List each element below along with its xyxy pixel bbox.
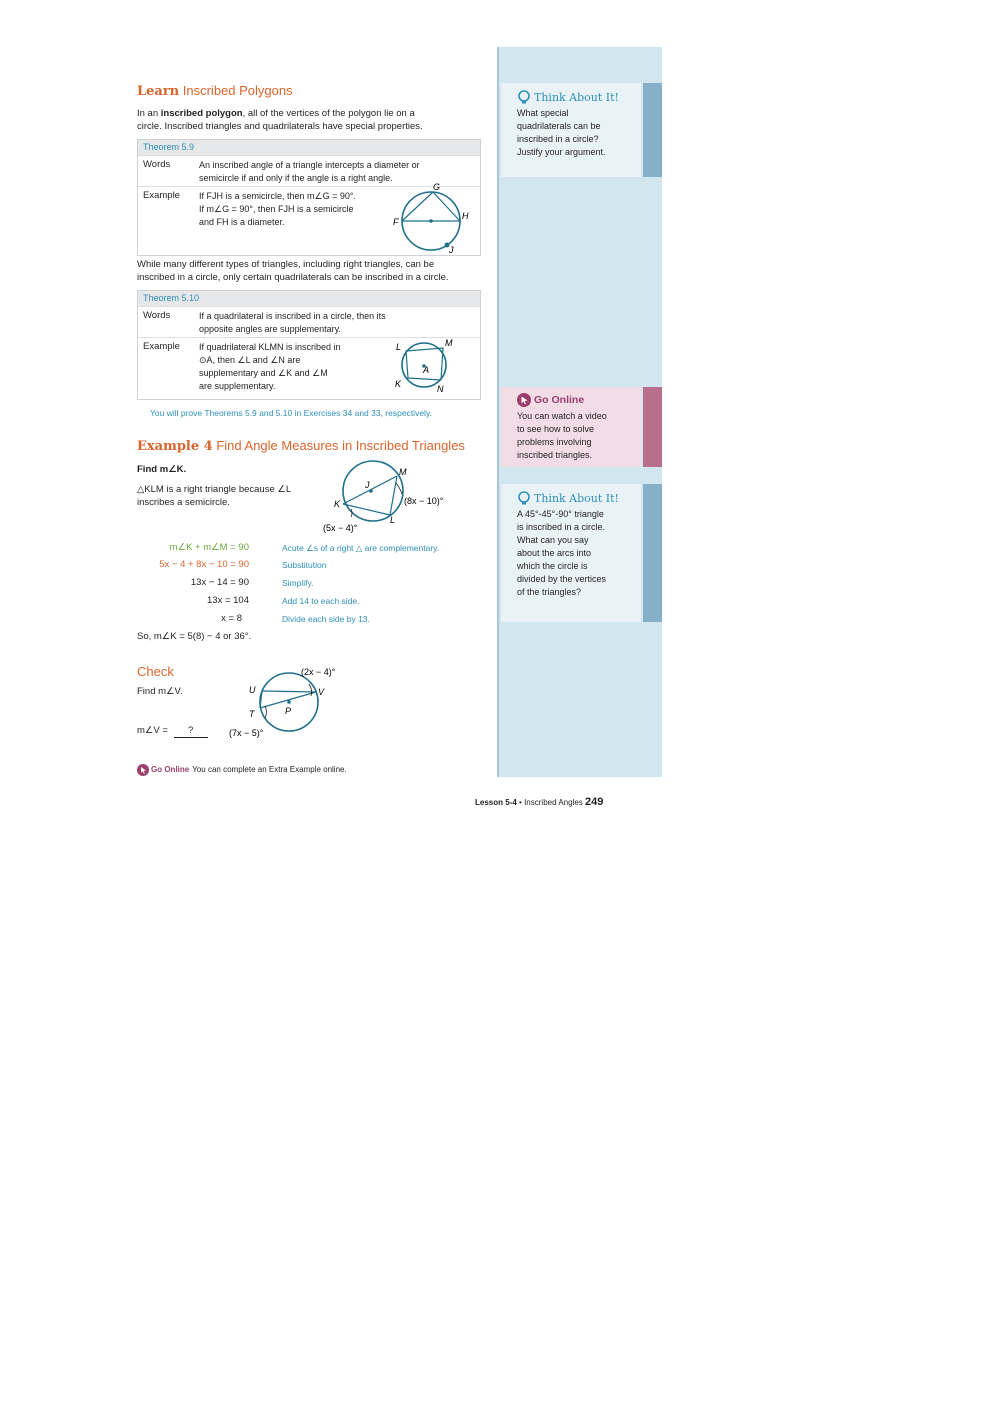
intro-term: inscribed polygon [160,108,243,119]
label-angle-t: (7x − 5)° [229,728,264,738]
ex-line2: If m∠G = 90°, then FJH is a semicircle [199,204,354,214]
check-title: Check [137,664,174,679]
check-prompt: Find m∠V. [137,686,183,697]
go-online-line: You can watch a video [517,411,607,421]
learn-intro [137,107,487,133]
footer-separator: • [519,798,522,807]
reason-line2: inscribes a semicircle. [137,497,230,508]
label-t: T [249,709,255,719]
label-j: J [449,245,454,254]
example4-reason [137,483,291,509]
example4-prompt: Find m∠K. [137,464,187,475]
check-answer-label: m∠V = [137,725,168,736]
ex-line3: and FH is a diameter. [199,217,285,227]
step-3 [137,576,249,589]
words-line1: If a quadrilateral is inscribed in a circle, then its [199,311,386,321]
example-label: Example [143,190,180,201]
words-line2: semicircle if and only if the angle is a right angle. [199,173,393,183]
think1-body [517,107,606,159]
step-3-left: 13x − 14 = 90 [190,577,249,588]
example4-heading [137,438,465,454]
think-about-it-2 [501,484,641,622]
example4-label: Example 4 [137,439,213,454]
label-a: A [423,365,430,375]
ex-line3: supplementary and ∠K and ∠M [199,368,328,378]
ex-line2: ⊙A, then ∠L and ∠N are [199,355,301,365]
go-online-icon [137,764,149,776]
label-l: L [390,515,396,525]
step-5-left: x = 8 [221,613,242,624]
step-4-reason: Add 14 to each side. [282,596,360,606]
think2-line: divided by the vertices [517,574,607,584]
step-4 [137,594,249,607]
ex-line1: If FJH is a semicircle, then m∠G = 90°. [199,191,356,201]
think1-title: Think About It! [534,90,619,104]
label-n: N [437,384,444,394]
think2-line: about the arcs into [517,548,592,558]
label-v: V [318,687,325,697]
label-k: K [395,379,402,389]
between-line2: inscribed in a circle, only certain quadrilaterals can be inscribed in a circle. [137,272,449,283]
label-p: P [285,706,292,716]
theorem-5-9-example [199,190,356,229]
go-online-line: inscribed triangles. [517,450,593,460]
label-h: H [462,211,469,221]
page-footer [475,795,603,810]
label-m: M [399,467,407,477]
words-line2: opposite angles are supplementary. [199,324,341,334]
theorem-5-10-words-row [138,306,480,337]
label-f: F [393,217,399,227]
theorem-5-10-figure [393,336,463,396]
think1-line: inscribed in a circle? [517,134,599,144]
label-u: U [249,685,256,695]
label-g: G [433,182,441,192]
example4-title: Find Angle Measures in Inscribed Triangles [216,438,465,453]
step-1-left: m∠K + m∠M = 90 [169,542,249,553]
think2-line: is inscribed in a circle. [517,522,606,532]
theorem-5-10-box [137,290,481,400]
example4-figure [320,458,460,538]
intro-post: , all of the vertices of the polygon lie on a [242,108,415,119]
think1-strip [643,83,662,177]
example-label: Example [143,341,180,352]
words-line1: An inscribed angle of a triangle intercepts a diameter or [199,160,420,170]
reason-line1: △KLM is a right triangle because ∠L [137,484,292,495]
theorem-5-10-example [199,341,341,393]
label-j: J [365,480,370,490]
prove-note: You will prove Theorems 5.9 and 5.10 in Exercises 34 and 33, respectively. [150,408,432,418]
lightbulb-icon [517,90,531,104]
think1-line: What special [517,108,569,118]
think2-line: What can you say [517,535,589,545]
think1-header [517,90,619,104]
check-figure [225,662,345,742]
footer-title: Inscribed Angles [524,798,583,807]
ex-line1: If quadrilateral KLMN is inscribed in [199,342,341,352]
between-line1: While many different types of triangles, including right triangles, can be [137,259,435,270]
label-angle-m: (8x − 10)° [404,496,444,506]
go-online-header [517,393,584,407]
go-online-line: to see how to solve [517,424,595,434]
step-2 [137,558,249,571]
intro-pre: In an [137,108,161,119]
answer-blank-text: ? [187,725,194,736]
think2-header [517,491,619,505]
go-online-body [517,410,607,462]
step-1-reason: Acute ∠s of a right △ are complementary. [282,543,440,553]
learn-heading [137,83,293,99]
go-online-strip [643,387,662,467]
lightbulb-icon [517,491,531,505]
theorem-5-9-box [137,139,481,256]
intro-line2: circle. Inscribed triangles and quadrilaterals have special properties. [137,121,423,132]
label-k: K [334,499,341,509]
step-4-left: 13x = 104 [207,595,249,606]
theorem-5-10-example-row [138,337,480,398]
step-5-reason: Divide each side by 13. [282,614,370,624]
footer-lesson: Lesson 5-4 [475,798,517,807]
go-online-sidebar[interactable] [501,387,641,467]
label-l: L [396,342,402,352]
between-text [137,258,499,284]
check-answer-blank[interactable] [174,724,208,738]
learn-label: Learn [137,84,180,99]
think-about-it-1 [501,83,641,177]
words-label: Words [143,159,171,170]
go-online-line: problems involving [517,437,592,447]
theorem-5-9-words [199,159,420,185]
think2-body [517,508,606,599]
label-angle-k: (5x − 4)° [323,523,358,533]
check-answer [137,724,208,738]
example4-conclusion: So, m∠K = 5(8) − 4 or 36°. [137,631,252,642]
theorem-5-9-example-row [138,182,480,255]
go-online-sidebar-title: Go Online [534,394,585,406]
label-angle-v: (2x − 4)° [301,667,336,677]
step-1 [137,541,249,554]
think2-line: of the triangles? [517,587,582,597]
sidebar [497,47,662,777]
words-label: Words [143,310,171,321]
go-online-bottom[interactable] [137,764,347,776]
think2-strip [643,484,662,622]
step-5 [137,612,242,625]
theorem-5-10-words [199,310,386,336]
think1-line: quadrilaterals can be [517,121,601,131]
go-online-text: You can complete an Extra Example online. [192,765,347,774]
step-2-left: 5x − 4 + 8x − 10 = 90 [159,559,249,570]
theorem-5-9-figure [393,182,473,254]
think1-line: Justify your argument. [517,147,606,157]
think2-line: A 45°-45°-90° triangle [517,509,604,519]
think2-line: which the circle is [517,561,588,571]
theorem-5-9-heading: Theorem 5.9 [138,140,480,155]
ex-line4: are supplementary. [199,381,276,391]
step-3-reason: Simplify. [282,578,314,588]
go-online-icon [517,393,531,407]
think2-title: Think About It! [534,491,619,505]
label-m: M [445,338,453,348]
go-online-label: Go Online [151,765,190,774]
step-2-reason: Substitution [282,560,327,570]
theorem-5-10-heading: Theorem 5.10 [138,291,480,306]
learn-title: Inscribed Polygons [182,83,293,98]
page-number: 249 [585,796,604,808]
